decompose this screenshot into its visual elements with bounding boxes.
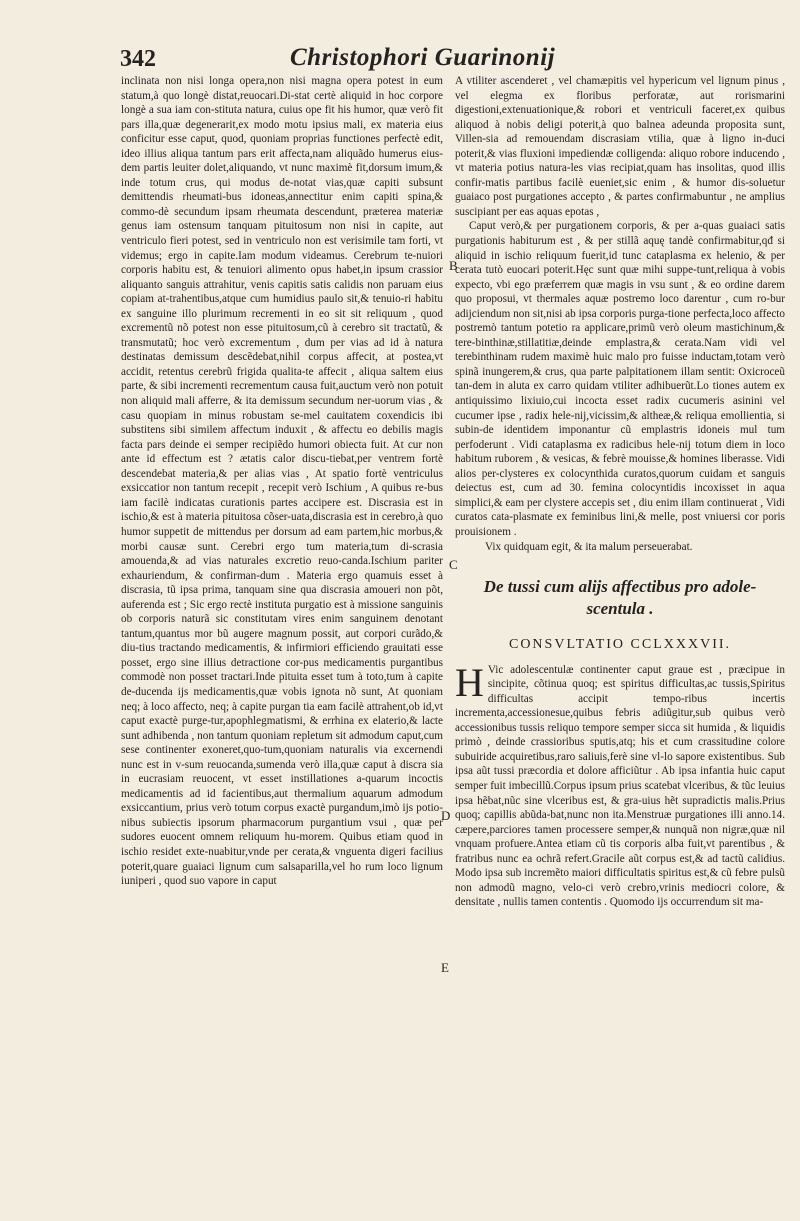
consultatio-heading: CONSVLTATIO CCLXXXVII. [508, 637, 732, 653]
right-paragraph-4: Vic adolescentulæ continenter caput graue est , præcipue in sincipite, cõtinua quoq; est spiritus difficultas,ac tussis,Spiritus difficultas accipit tempo-ribus incertis incrementa,accessionesue,quibus febris adiũgitur,sub quibus verò accessionibus tussis reliquo tempore semper sicca sit humida , & liquidis primò , deinde crassioribus sputis,atq; his et cum crassitudine colore subuiride acquiretibus,raro saliuis,ferè sine vl-lo sapore existentibus. Sub ipsa aũt tussi præcordia et dolore afficiũtur . Ab ipsa infantia huic caput semper fuit imbecillũ.Corpus ipsum prius scatebat vlceribus, & tũc leuius ipsa hẽbat,nũc sine vlceribus est, & gra-uius hẽt supradictis malis.Prius quoq; capillis abũda-bat,nunc non ita.Menstruæ purgationes illi anno.14. cæpere,parciores tamen processere semper,& nunquã non nigræ,quæ nil vnquam profuere.Antea etiam cũ tis corporis alba fuit,vt parentibus , & fratribus nunc ea ochrã refert.Gracile aũt corpus est,& ad tactũ calidius. Modo ipsa sub incremẽto maiori difficultatis spiritus est,& cũ febre pulsũ non admodũ magno, velo-ci verò crebro,vrinis mediocri colore, & densitate , nullis tamen contentis . Quomodo ijs occurrendum sit ma- [455, 663, 785, 909]
margin-letter-b: B [449, 258, 458, 273]
page-number: 342 [120, 46, 156, 72]
right-paragraph-2: Caput verò,& per purgationem corporis, & per a-quas guaiaci satis purgationis habiturum est , & per stillã aquę tandè confirmabitur,qđ si aliquid in ischio reliquum fuerit,id tunc cataplasma ex helenio, & per cerata tutò euocari poterit.Hęc sunt quæ mihi suppe-tunt,reliqua à vobis expecto, vbi ego præferrem quæ magis in vsu sunt , & eo ordine darem quo proposui, vt thermales aquæ postremo loco darentur , cum ro-bur adijciendum non sit,nisi ab ipsa corporis purga-tione perfecta,loco affecto postremò tantum potetio ra applicare,primũ verò oleum mastichinum,& tere-binthinæ,stillatitiæ,deinde emplastra,& cerata.Nam vidi vel terebinthinam rudem maximè huic malo pro fuisse inductam,totam verò spinã inungerem,& crus, qua parte palpitationem illam sentit: Oxicroceũ tan-dem in aluta ex carro quidam vtiliter adhibuerũt.Lo tiones autem ex antiquissimo lixiuio,cui incocta esset radix cucumeris asinini vel cucumer ipse , radix hele-nij,vicissim,& altheæ,& reliqua emollientia, si subin-de identidem imponantur cũ emplastris idoneis mul tum perfoderunt . Vidi cataplasma ex radicibus hele-nij totum diem in loco habitum ruborem , & vesicas, & febrè mouisse,& homines liberasse. Vidi alios per-clysteres ex colocynthida curatos,quorum cuidam et sanguis deiectus est, cum ad 30. femina colocyntidis incoxisset in aqua simplici,& eam per clystere accepis set , diu enim illam continuerat , Vidi curatos cata-plasmate ex feminibus lini,& melle, post vniuersi cor poris prouisionem . [455, 220, 785, 538]
margin-letter-d: D [441, 808, 451, 823]
drop-capital: H [455, 659, 484, 705]
running-title: Christophori Guarinonij [290, 44, 556, 71]
right-column [455, 74, 785, 910]
margin-letter-e: E [441, 960, 449, 975]
right-paragraph-1: A vtiliter ascenderet , vel chamæpitis vel hypericum vel lignum pinus , vel elegma ex floribus perforatæ, aut rorismarini digestioni,extenuationique,& robori et ventriculi faceret,ex quibus aliquod à nobis deligi poterit,à quo balnea adeunda proposita sunt, Villen-sia ad remouendam discrasiam vtilia, quæ à ligno in-duci poterit,& vias fluxioni impediendæ colligenda: aliquo robore inducendo , vt materia potius natura-les vias recipiat,quam has insolitas, quod illis confir-matis partibus facilè eueniet,sic enim , & humor dis-soluetur guaiaco post purgationes accepto , & partes confirmabuntur , ne amplius suscipiant per eas aquas epotas , [455, 75, 785, 218]
left-column [121, 74, 443, 889]
left-column-text: inclinata non nisi longa opera,non nisi magna opera potest in eum statum,à quo longè distat,reuocari.Di-stat certè aliquid in hoc corpore longè a sua iam con-stituta natura, cuius ope fit his humor, quæ verò fit pars illa,quæ degenerarit,ex modo motu ipsius mali, ex materia eius conficitur esse caput, quod, quoniam proprias functiones perfectè edit, ideo illius aliqua tantum pars erit affecta,nam aliquãdo humerus eius-dem partis leuiter dolet,aliquando, vt nunc maximè fit,dorsum imum,& inde totum crus, qui modus de-notat vias,quæ capiti subsunt demittendis rheumati-bus idoneas,annectitur enim capiti spina,& commo-dè secundum ipsam rheumata descendunt, præterea materiæ genus iam ostensum tanquam pituitosum non nisi in capite, aut ventriculo fieri potest, sed in ventriculo non est verisimile tam forti, vt videmus; ergo in capite.Iam modum videamus. Cerebrum te-nuiori corporis habitu est, & tenuiori alimento opus habet,in ipsum crassior aliquanto sanguis attrahitur, venis capitis satis calidis non paruam eius copiam at-trahentibus,atque cum humidius paulo sit,& tenuio-ri habitu ex sanguine illo plurimum recrementi in eo sit sit reliquum , quod excrementũ nõ potest non esse pituitosum,cũ à cerebro sit tractatũ, & transmutatũ; hoc verò excrementum , dum per vias ad id à natura destinatas demissum descẽdebat,nihil corpus affecit, at postea,vt accidit, retentus cerebrũ frigida qualita-te affecit , aliqua saltem eius parte, & sibi incrementi recrementum causa fuit,auctum verò non potuit non aliquid mali afferre, & ita demissum secundum ner-uorum vias , & casu quopiam in minus robustam se-mel cauitatem coxendicis ibi substitens sibi similem affectum induxit , & affectu eo debilis magis facta pars deinde ei semper recipiẽdo humori obiecta fuit. At cur non ante id effectum est ? ætatis calor discu-tiebat,per ventrem fortè descendebat materia,& per alias vias , At spatio fortè ventriculus exsiccatior non tantum recepit , recepit verò Ischium , A quibus re-bus iam facilè indicatas curationis partes accipere est. Discrasia est in ischio,& est à materia pituitosa cõser-uata,discrasia est in cerebro,à quo humor suppetit de mittendus per dorsum ad eam partem,hic morbus,& morbi causæ sunt. Cerebri ergo tum materia,tum di-scrasia amouenda,& ad vias naturales excretio reuo-canda.Ischium pariter exhauriendum, & confirman-dum . Materia ergo quamuis esset à discrasia, tũ ipsa prima, tanquam sine qua discrasia amoueri non põt, auferenda est ; Sic ergo rectè instituta purgatio est à missione sanguinis ob corporis naturã sic constitutam vires enim sanguinem denotant tantum,quantus mor bũ augere magnum possit, aut corpori curãdo,& diu-tius tractando medicamentis, & infirmiori efficiendo grauitati esse posset, ergo sine illius detractione cor-pus medicamentis purgantibus commodè non posset tractari.Inde pituita esset tum à toto,tum à capite de-ducenda ijs medicamentis,quæ vobis ignota nõ sunt, At quoniam neq; à loco affecto, neq; à capite purgan tia eam facilè attrahent,ob id,vt caput exactè purge-tur,apophlegmatismi, & errhina ex elaterio,& lacte sunt adhibenda , non tantum quoniam repletum sit admodum caput,cum sese continenter exoneret,quo-tum,quoniam naturalis via excernendi nunc est in v-sum reuocanda,sumenda verò illa,quæ caput à discra sia in eucrasiam reuocent, vt esset instillationes a-quarum incoctis medicamentis ad id facientibus,aut thermalium aquarum admodum exsiccantium, prius verò totum corpus exactè purgandum,imò ijs potio-nibus subiectis ipsorum pharmacorum purgantium vsui , quæ per sudores euocent omnem reliquum hu-morem. Quibus etiam quod in ischio residet exte-nuabitur,vnde per cerata,& vnguenta digeri facilius poterit,quare guaiaci lignum cum salsaparilla,vel ho rum loco lignum iuniperi , quod suo vapore in caput [121, 75, 443, 888]
margin-letter-c: C [449, 557, 458, 572]
section-heading: De tussi cum alijs affectibus pro adole-scentula . [483, 577, 757, 619]
right-paragraph-3: Vix quidquam egit, & ita malum perseuerabat. [485, 540, 693, 553]
